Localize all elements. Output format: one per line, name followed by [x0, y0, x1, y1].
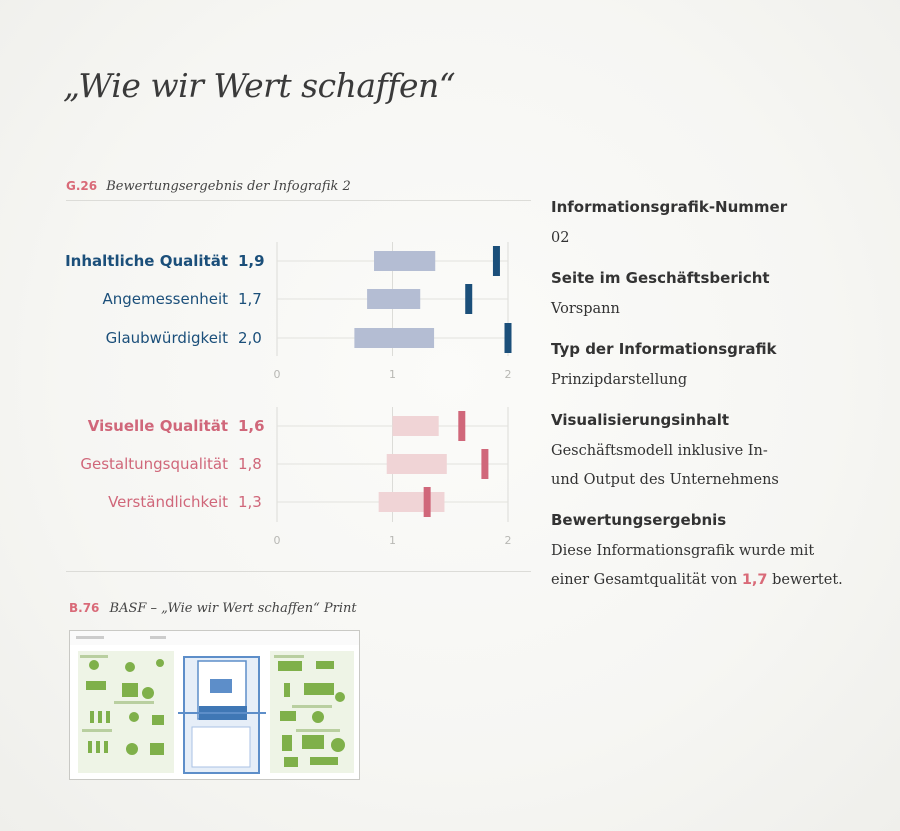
x-tick-label: 1	[389, 534, 396, 547]
value-marker	[493, 246, 500, 276]
info-type-label: Typ der Informationsgrafik	[551, 340, 777, 358]
range-bar	[393, 416, 439, 436]
value-marker	[481, 449, 488, 479]
info-page-value: Vorspann	[551, 301, 620, 317]
info-result-label: Bewertungsergebnis	[551, 511, 727, 529]
info-content-line1: Geschäftsmodell inklusive In-	[551, 443, 768, 459]
info-panel	[551, 196, 891, 609]
image-caption-text: BASF – „Wie wir Wert schaffen“ Print	[109, 601, 357, 616]
value-marker	[424, 487, 431, 517]
infographic-thumbnail	[69, 630, 360, 780]
row-label: Angemessenheit	[102, 290, 228, 308]
info-result-line2-pre: einer Gesamtqualität von	[551, 572, 738, 588]
range-bar	[379, 492, 445, 512]
info-number-value: 02	[551, 230, 570, 246]
row-value-label: 1,9	[238, 252, 265, 270]
range-bar	[374, 251, 435, 271]
x-tick-label: 2	[504, 368, 512, 381]
figure-number: G.26	[66, 179, 98, 193]
bottom-divider	[66, 571, 531, 572]
value-marker	[458, 411, 465, 441]
x-tick-label: 0	[273, 534, 281, 547]
figure-caption-text: Bewertungsergebnis der Infografik 2	[106, 179, 351, 194]
info-page-label: Seite im Geschäftsbericht	[551, 269, 770, 287]
info-result-line2-post: bewertet.	[772, 572, 843, 588]
range-bar	[387, 454, 447, 474]
info-result-line1: Diese Informationsgrafik wurde mit	[551, 543, 815, 559]
value-marker	[465, 284, 472, 314]
info-number-label: Informationsgrafik-Nummer	[551, 198, 788, 216]
info-result-value	[551, 537, 891, 595]
info-result-score: 1,7	[741, 572, 768, 588]
row-value-label: 1,3	[238, 493, 262, 511]
x-tick-label: 0	[273, 368, 281, 381]
info-content-value	[551, 437, 891, 495]
range-bar	[354, 328, 434, 348]
row-label: Glaubwürdigkeit	[105, 329, 228, 347]
page-title: „Wie wir Wert schaffen“	[63, 66, 456, 105]
x-tick-label: 2	[504, 534, 512, 547]
info-content-line2: und Output des Unternehmens	[551, 472, 779, 488]
range-bar	[367, 289, 420, 309]
row-label: Inhaltliche Qualität	[65, 252, 228, 270]
info-type-value: Prinzipdarstellung	[551, 372, 688, 388]
row-value-label: 1,6	[238, 417, 265, 435]
image-caption	[69, 601, 357, 616]
row-label: Verständlichkeit	[108, 493, 228, 511]
row-label: Visuelle Qualität	[87, 417, 228, 435]
row-value-label: 2,0	[238, 329, 262, 347]
thumbnail-graphic	[70, 631, 360, 780]
image-number: B.76	[69, 601, 100, 615]
value-marker	[505, 323, 512, 353]
row-label: Gestaltungsqualität	[80, 455, 228, 473]
info-content-label: Visualisierungsinhalt	[551, 411, 730, 429]
rating-chart	[0, 0, 540, 560]
row-value-label: 1,7	[238, 290, 262, 308]
x-tick-label: 1	[389, 368, 396, 381]
row-value-label: 1,8	[238, 455, 262, 473]
